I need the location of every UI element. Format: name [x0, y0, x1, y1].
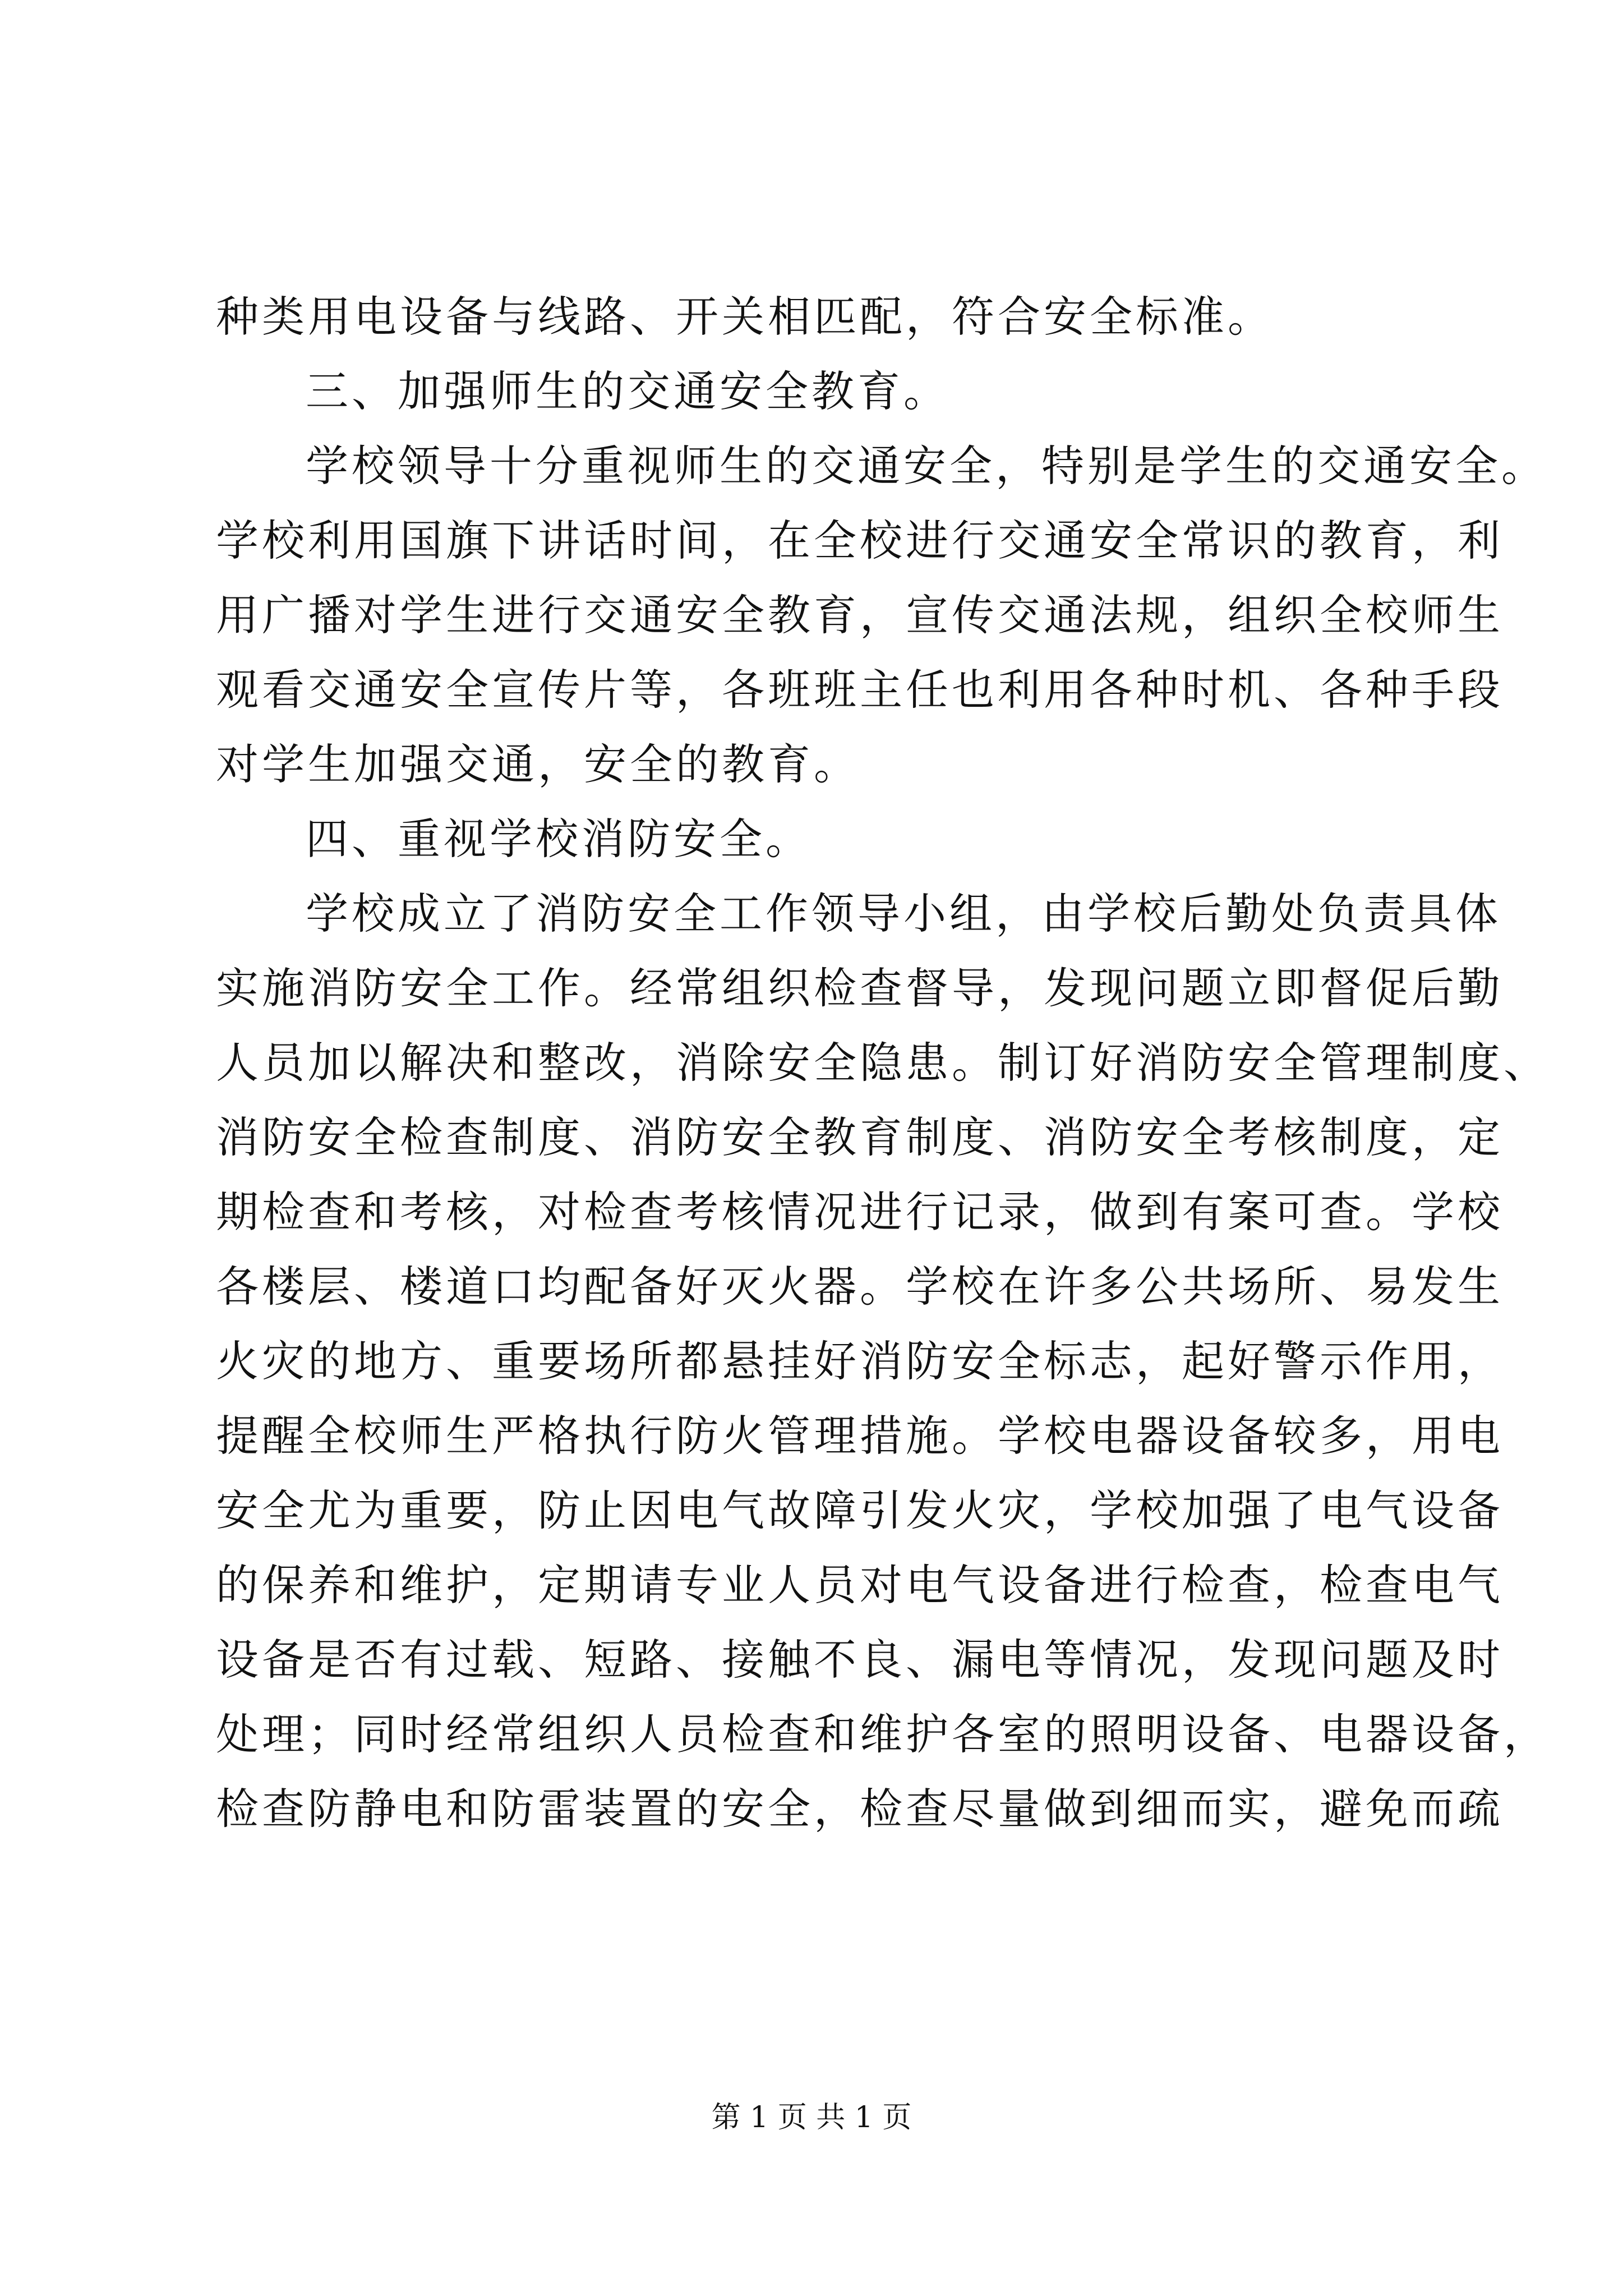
text-line: 提醒全校师生严格执行防火管理措施。学校电器设备较多，用电 [216, 1411, 1504, 1461]
section-heading: 三、加强师生的交通安全教育。 [306, 366, 949, 416]
text-line: 实施消防安全工作。经常组织检查督导，发现问题立即督促后勤 [216, 963, 1504, 1013]
text-line: 检查防静电和防雷装置的安全，检查尽量做到细而实，避免而疏 [216, 1784, 1504, 1834]
text-line: 种类用电设备与线路、开关相匹配，符合安全标准。 [216, 292, 1274, 342]
text-line: 学校利用国旗下讲话时间，在全校进行交通安全常识的教育，利 [216, 516, 1504, 565]
text-line: 消防安全检查制度、消防安全教育制度、消防安全考核制度，定 [216, 1112, 1504, 1162]
text-line: 观看交通安全宣传片等，各班班主任也利用各种时机、各种手段 [216, 665, 1504, 715]
text-line: 安全尤为重要，防止因电气故障引发火灾，学校加强了电气设备 [216, 1485, 1504, 1535]
text-line: 设备是否有过载、短路、接触不良、漏电等情况，发现问题及时 [216, 1635, 1504, 1685]
text-line: 的保养和维护，定期请专业人员对电气设备进行检查，检查电气 [216, 1560, 1504, 1610]
text-line: 火灾的地方、重要场所都悬挂好消防安全标志，起好警示作用， [216, 1336, 1504, 1386]
text-line: 处理；同时经常组织人员检查和维护各室的照明设备、电器设备， [216, 1709, 1550, 1759]
text-line: 期检查和考核，对检查考核情况进行记录，做到有案可查。学校 [216, 1187, 1504, 1237]
section-heading: 四、重视学校消防安全。 [306, 814, 811, 864]
text-line: 对学生加强交通，安全的教育。 [216, 739, 860, 789]
text-line: 各楼层、楼道口均配备好灭火器。学校在许多公共场所、易发生 [216, 1262, 1504, 1312]
text-line: 学校领导十分重视师生的交通安全，特别是学生的交通安全。 [306, 441, 1547, 491]
text-line: 人员加以解决和整改，消除安全隐患。制订好消防安全管理制度、 [216, 1038, 1550, 1088]
text-line: 学校成立了消防安全工作领导小组，由学校后勤处负责具体 [306, 889, 1501, 938]
text-line: 用广播对学生进行交通安全教育，宣传交通法规，组织全校师生 [216, 590, 1504, 640]
page-footer: 第 1 页 共 1 页 [711, 2101, 912, 2134]
